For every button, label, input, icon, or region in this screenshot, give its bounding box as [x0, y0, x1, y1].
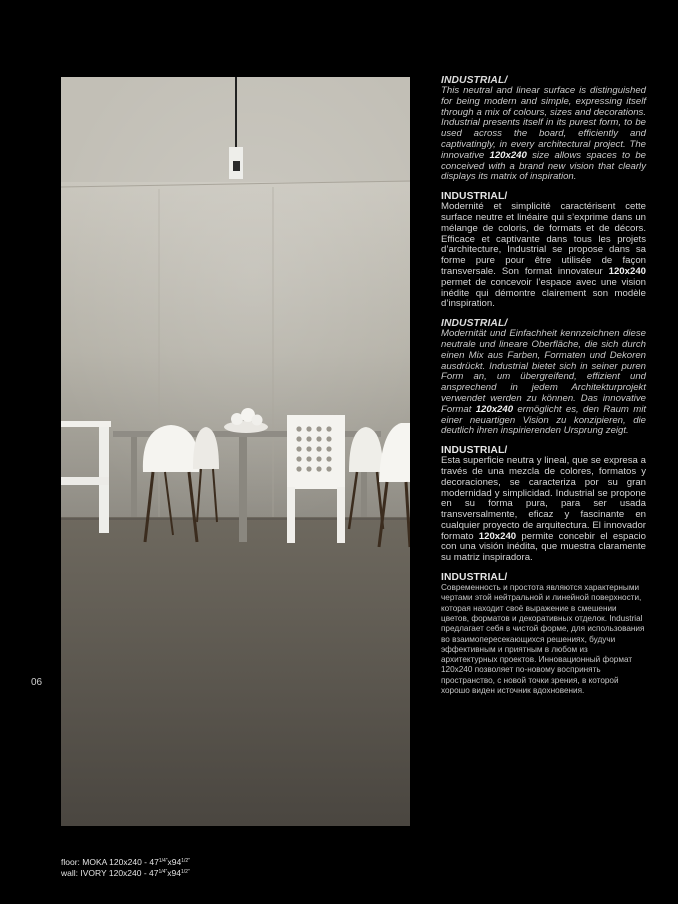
section-french [441, 191, 646, 310]
section-title: INDUSTRIAL/ [441, 318, 508, 330]
section-text: Esta superficie neutra y lineal, que se expresa a través de una mezcla de colores, formatos y decoraciones, se caracteriza por su gran modernidad y simplicidad. Industrial se propone en su forma pura, para ser usada transversalmente, eficaz y fascinante en cualquier proyecto de arquitectura. El innovador formato 120x240 permite concebir el espacio con una visión inédita, que muestra claramente su matriz inspiradora. [441, 455, 646, 564]
page-number: 06 [31, 677, 43, 688]
section-text: Modernité et simplicité caractérisent cette surface neutre et linéaire qui s’exprime dans un mélange de coloris, de formats et de décors. Efficace et captivante dans tous les projets d’architecture, Industrial se propose dans sa forme pure pour être utilisée de façon transversale. Son format innovateur 120x240 permet de concevoir l’espace avec une vision inédite qui démontre clairement son modèle d’inspiration. [441, 201, 646, 310]
floor-caption: floor: MOKA $120x240 - 47^{1/4"}x94^{1/2"}$ [61, 857, 190, 867]
section-title: INDUSTRIAL/ [441, 445, 508, 457]
section-text: Современность и простота являются характерными чертами этой нейтральной и линейной поверхности, которая находит своё выражение в смешении цветов, форматов и декоративных отделок. Industrial предлагает себя в чистой форме, для использования во взаимопересекающихся решениях, будучи эффективным и приятным в любом из архитектурных проектов. Инновационный формат 120x240 позволяет по-новому воспринять пространство, с новой точки зрения, в которой хорошо виден источник вдохновения. [441, 583, 645, 696]
section-title: INDUSTRIAL/ [441, 191, 508, 203]
section-title: INDUSTRIAL/ [441, 75, 508, 86]
section-english [441, 75, 646, 183]
section-russian [441, 572, 646, 696]
text-column [441, 75, 646, 704]
section-spanish [441, 445, 646, 564]
tile-caption [61, 856, 190, 878]
interior-photo [61, 77, 410, 826]
section-german [441, 318, 646, 437]
wall-caption: wall: IVORY $120x240 - 47^{1/4"}x94^{1/2"}$ [61, 868, 190, 878]
section-text: Modernität und Einfachheit kennzeichnen diese neutrale und lineare Oberfläche, die sich durch einen Mix aus Farben, Formaten und Dekoren ausdrückt. Industrial bietet sich in seiner puren Form an, um übergreifend, effizient und ansprechend in jedem Architekturprojekt verwendet werden zu können. Das innovative Format 120x240 ermöglicht es, den Raum mit einer neuartigen Vision zu konzipieren, die deutlich ihren inspirierenden Ursprung zeigt. [441, 328, 646, 437]
section-text: This neutral and linear surface is distinguished for being modern and simple, expressing itself through a mix of colours, sizes and decorations. Industrial presents itself in its purest form, to be used across the board, efficiently and captivatingly, in every architectural project. The innovative 120x240 size allows spaces to be conceived with a brand new vision that clearly displays its matrix of inspiration. [441, 85, 646, 183]
section-title: INDUSTRIAL/ [441, 572, 508, 584]
